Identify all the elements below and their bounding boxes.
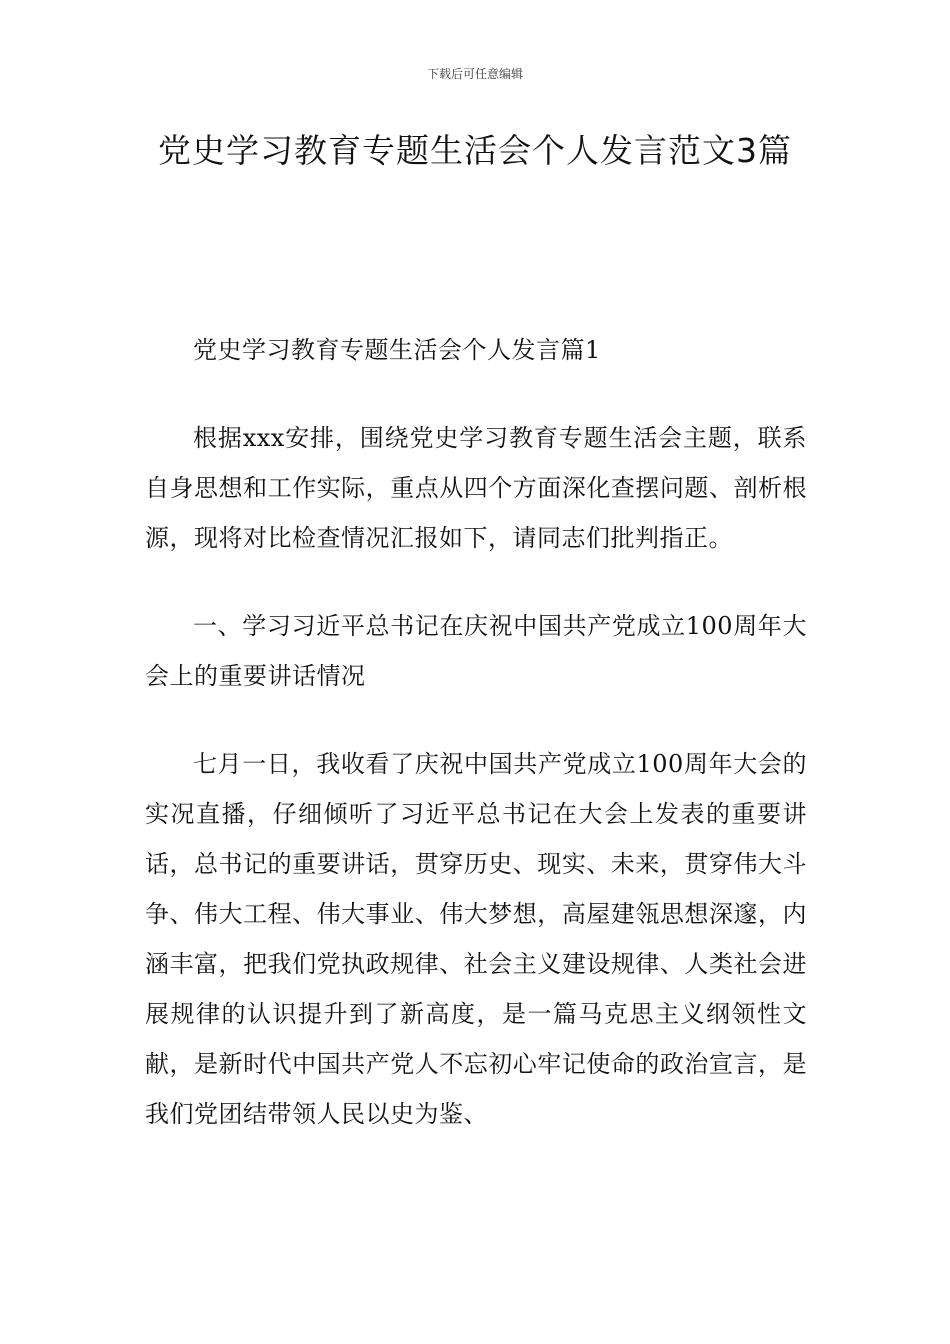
section-heading: 一、学习习近平总书记在庆祝中国共产党成立100周年大会上的重要讲话情况 [145, 612, 807, 690]
intro-paragraph: 根据xxx安排，围绕党史学习教育专题生活会主题，联系自身思想和工作实际，重点从四个方面深化查摆问题、剖析根源，现将对比检查情况汇报如下，请同志们批判指正。 [145, 424, 807, 552]
article-subtitle: 党史学习教育专题生活会个人发言篇1 [193, 336, 601, 364]
body-paragraph: 七月一日，我收看了庆祝中国共产党成立100周年大会的实况直播，仔细倾听了习近平总书记在大会上发表的重要讲话，总书记的重要讲话，贯穿历史、现实、未来，贯穿伟大斗争、伟大工程、伟大事业、伟大梦想，高屋建瓴思想深邃，内涵丰富，把我们党执政规律、社会主义建设规律、人类社会进展规律的认识提升到了新高度，是一篇马克思主义纲领性文献，是新时代中国共产党人不忘初心牢记使命的政治宣言，是我们党团结带领人民以史为鉴、 [145, 750, 807, 1128]
header-note: 下载后可任意编辑 [426, 67, 523, 81]
document-body [145, 325, 807, 1177]
document-title: 党史学习教育专题生活会个人发言范文3篇 [158, 131, 792, 170]
